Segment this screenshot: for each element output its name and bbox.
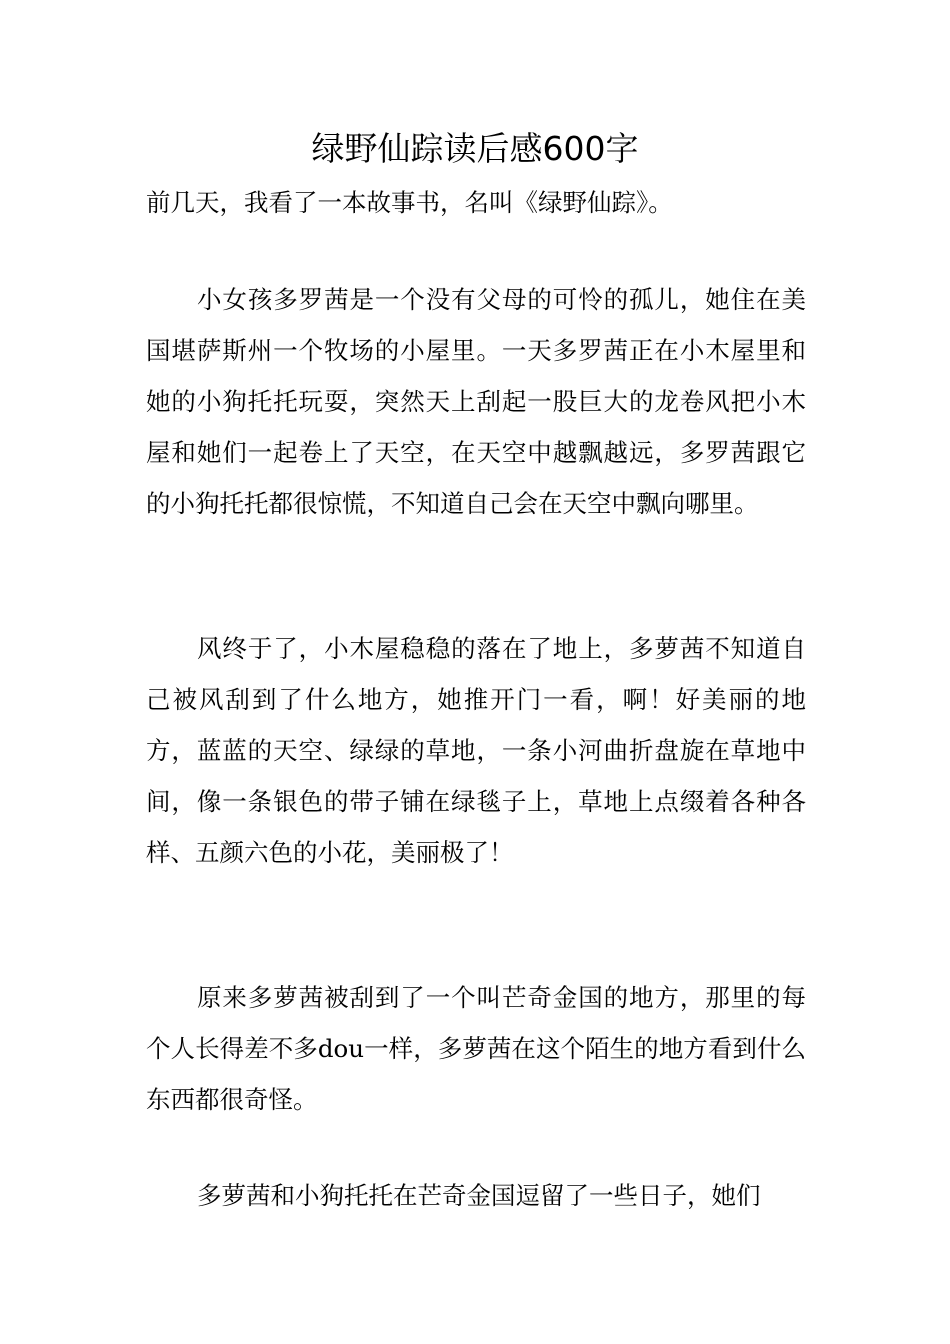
document-title: 绿野仙踪读后感600字 [311, 129, 639, 168]
paragraph-tornado: 小女孩多罗茜是一个没有父母的可怜的孤儿，她住在美国堪萨斯州一个牧场的小屋里。一天多罗茜正在小木屋里和她的小狗托托玩耍，突然天上刮起一股巨大的龙卷风把小木屋和她们一起卷上了天空，在天空中越飘越远，多罗茜跟它的小狗托托都很惊慌，不知道自己会在天空中飘向哪里。 [146, 285, 806, 518]
paragraph-stay: 多萝茜和小狗托托在芒奇金国逗留了一些日子，她们 [197, 1181, 761, 1210]
paragraph-intro: 前几天，我看了一本故事书，名叫《绿野仙踪》。 [146, 188, 673, 217]
paragraph-landing: 风终于了，小木屋稳稳的落在了地上，多萝茜不知道自己被风刮到了什么地方，她推开门一看，啊！好美丽的地方，蓝蓝的天空、绿绿的草地，一条小河曲折盘旋在草地中间，像一条银色的带子铺在绿毯子上，草地上点缀着各种各样、五颜六色的小花，美丽极了！ [146, 634, 806, 867]
paragraph-munchkin-land: 原来多萝茜被刮到了一个叫芒奇金国的地方，那里的每个人长得差不多dou一样，多萝茜在这个陌生的地方看到什么东西都很奇怪。 [146, 983, 806, 1114]
